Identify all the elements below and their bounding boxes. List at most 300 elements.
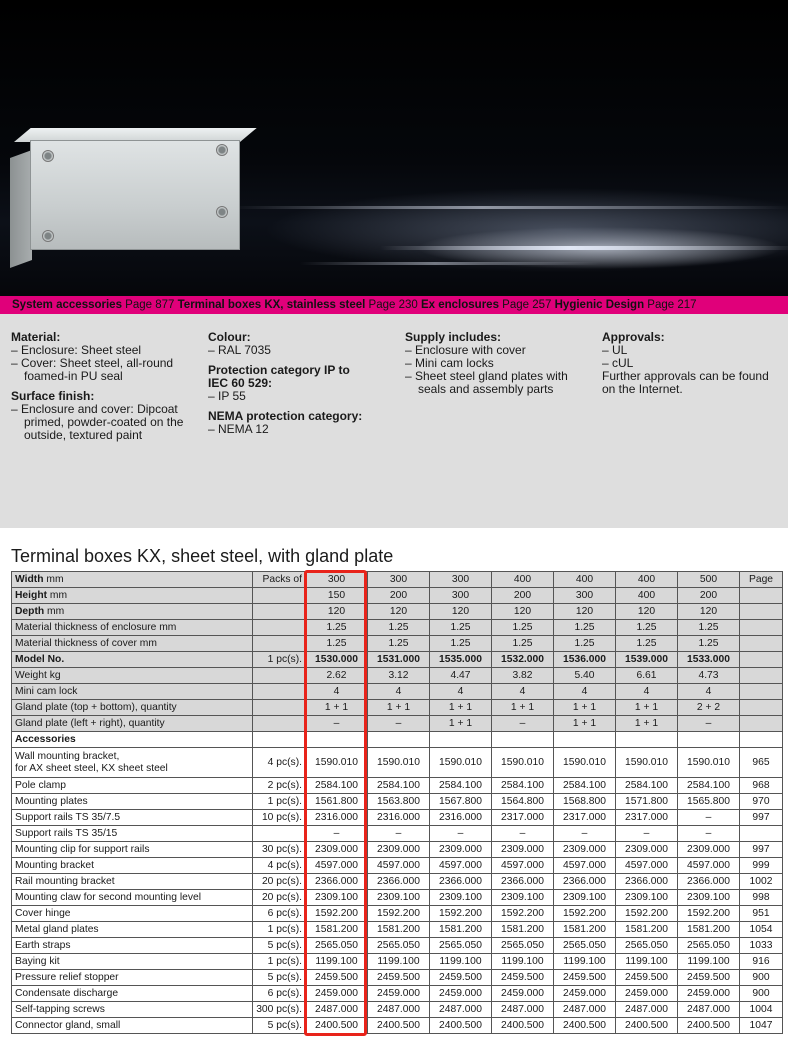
qty-cell: 4 pc(s). xyxy=(253,748,306,778)
value-cell: 4 xyxy=(616,684,678,700)
empty-cell xyxy=(253,732,306,748)
value-cell: 1.25 xyxy=(678,636,740,652)
qty-cell: 300 pc(s). xyxy=(253,1002,306,1018)
value-cell: 120 xyxy=(430,604,492,620)
empty-cell xyxy=(554,732,616,748)
part-number-cell: 2317.000 xyxy=(616,810,678,826)
empty-cell xyxy=(306,732,368,748)
spec-heading: Material: xyxy=(11,330,61,344)
row-label: Wall mounting bracket, xyxy=(15,750,120,762)
value-cell: 2 + 2 xyxy=(678,700,740,716)
table-row xyxy=(12,938,783,954)
spec-heading: Supply includes: xyxy=(405,330,502,344)
value-cell: 1 + 1 xyxy=(554,716,616,732)
part-number-cell: 2584.100 xyxy=(492,778,554,794)
spec-heading: Approvals: xyxy=(602,330,665,344)
part-number-cell: 2487.000 xyxy=(368,1002,430,1018)
part-number-cell: 2459.000 xyxy=(492,986,554,1002)
part-number-cell: 2487.000 xyxy=(554,1002,616,1018)
part-number-cell: 1199.100 xyxy=(430,954,492,970)
part-number-cell: 1590.010 xyxy=(368,748,430,778)
table-row xyxy=(12,970,783,986)
qty-cell xyxy=(253,620,306,636)
spec-heading: Protection category IP to IEC 60 529: xyxy=(208,363,350,390)
spec-line: Further approvals can be found on the Internet. xyxy=(602,369,769,396)
page-cell: Page xyxy=(740,572,783,588)
light-streak xyxy=(230,206,788,209)
value-cell: – xyxy=(678,716,740,732)
screw-icon xyxy=(216,206,228,218)
row-label-cell xyxy=(12,636,253,652)
row-label: Connector gland, small xyxy=(15,1019,121,1031)
part-number-cell: 1592.200 xyxy=(554,906,616,922)
table-row xyxy=(12,684,783,700)
part-number-cell: 1199.100 xyxy=(492,954,554,970)
value-cell: 4 xyxy=(368,684,430,700)
value-cell: 200 xyxy=(492,588,554,604)
part-number-cell: 2366.000 xyxy=(554,874,616,890)
part-number-cell: 2309.100 xyxy=(678,890,740,906)
part-number-cell: 1592.200 xyxy=(430,906,492,922)
empty-cell xyxy=(616,732,678,748)
part-number-cell: 1199.100 xyxy=(554,954,616,970)
row-label: Mounting clip for support rails xyxy=(15,843,150,855)
spec-line: – Sheet steel gland plates with seals and assembly parts xyxy=(405,369,568,396)
page-cell: 999 xyxy=(740,858,783,874)
qty-cell: 5 pc(s). xyxy=(253,938,306,954)
row-label-cell xyxy=(12,794,253,810)
row-label-cell xyxy=(12,810,253,826)
qty-cell: 6 pc(s). xyxy=(253,986,306,1002)
row-label: Gland plate (left + right), quantity xyxy=(15,717,165,729)
part-number-cell: 2400.500 xyxy=(554,1018,616,1034)
part-number-cell: – xyxy=(306,826,368,842)
row-unit: mm xyxy=(44,605,65,617)
part-number-cell: 1592.200 xyxy=(368,906,430,922)
part-number-cell: 2366.000 xyxy=(368,874,430,890)
value-cell: – xyxy=(306,716,368,732)
page-cell: 997 xyxy=(740,842,783,858)
system-link-label[interactable]: Ex enclosures xyxy=(420,299,499,311)
qty-cell xyxy=(253,684,306,700)
spec-line: – NEMA 12 xyxy=(208,422,269,436)
part-number-cell: 2487.000 xyxy=(492,1002,554,1018)
system-link-label[interactable]: Hygienic Design xyxy=(554,299,645,311)
value-cell: 1 + 1 xyxy=(492,700,554,716)
value-cell: 1.25 xyxy=(616,636,678,652)
part-number-cell: 1581.200 xyxy=(492,922,554,938)
qty-cell: 5 pc(s). xyxy=(253,1018,306,1034)
part-number-cell: 2400.500 xyxy=(492,1018,554,1034)
part-number-cell: 4597.000 xyxy=(554,858,616,874)
qty-cell: 6 pc(s). xyxy=(253,906,306,922)
row-label: Depth xyxy=(15,605,45,617)
value-cell: 500 xyxy=(678,572,740,588)
value-cell: 1 + 1 xyxy=(554,700,616,716)
page-cell xyxy=(740,716,783,732)
value-cell: 4.73 xyxy=(678,668,740,684)
model-number: 1532.000 xyxy=(501,653,544,665)
part-number-cell: 1581.200 xyxy=(554,922,616,938)
value-cell: 400 xyxy=(554,572,616,588)
part-number-cell: 1199.100 xyxy=(306,954,368,970)
model-number: 1539.000 xyxy=(625,653,668,665)
part-number-cell: 1199.100 xyxy=(678,954,740,970)
part-number-cell: 1567.800 xyxy=(430,794,492,810)
part-number-cell: 2584.100 xyxy=(678,778,740,794)
model-number: 1530.000 xyxy=(315,653,358,665)
table-row xyxy=(12,652,783,668)
value-cell xyxy=(368,652,430,668)
part-number-cell: 2309.000 xyxy=(430,842,492,858)
value-cell: 300 xyxy=(430,572,492,588)
part-number-cell: 2459.500 xyxy=(678,970,740,986)
page-cell xyxy=(740,604,783,620)
part-number-cell: 2565.050 xyxy=(616,938,678,954)
value-cell: 120 xyxy=(306,604,368,620)
table-row xyxy=(12,716,783,732)
light-streak xyxy=(300,262,600,265)
part-number-cell: 2400.500 xyxy=(616,1018,678,1034)
page-cell: 900 xyxy=(740,986,783,1002)
part-number-cell: 1581.200 xyxy=(430,922,492,938)
table-title: Terminal boxes KX, sheet steel, with gland plate xyxy=(11,546,394,566)
part-number-cell: 2309.100 xyxy=(306,890,368,906)
page-cell: 951 xyxy=(740,906,783,922)
value-cell: 1 + 1 xyxy=(430,700,492,716)
row-label: Mounting claw for second mounting level xyxy=(15,891,202,903)
enclosure-front xyxy=(30,140,240,250)
empty-cell xyxy=(492,732,554,748)
system-link-page: Page 217 xyxy=(647,299,697,311)
qty-cell xyxy=(253,716,306,732)
part-number-cell: 2316.000 xyxy=(306,810,368,826)
part-number-cell: 1571.800 xyxy=(616,794,678,810)
part-number-cell: 2459.500 xyxy=(616,970,678,986)
system-link-page: Page 877 xyxy=(125,299,175,311)
part-number-cell: 2309.000 xyxy=(492,842,554,858)
spec-line: – Enclosure: Sheet steel xyxy=(11,343,142,357)
qty-cell: 1 pc(s). xyxy=(253,652,306,668)
page-cell: 1004 xyxy=(740,1002,783,1018)
part-number-cell: 2584.100 xyxy=(554,778,616,794)
value-cell: 3.12 xyxy=(368,668,430,684)
row-label: Model No. xyxy=(15,653,65,665)
value-cell xyxy=(306,652,368,668)
spec-heading: Surface finish: xyxy=(11,389,95,403)
screw-icon xyxy=(42,150,54,162)
part-number-cell: – xyxy=(678,826,740,842)
value-cell: 1 + 1 xyxy=(616,716,678,732)
table-row xyxy=(12,778,783,794)
part-number-cell: 2459.500 xyxy=(430,970,492,986)
table-row xyxy=(12,1018,783,1034)
part-number-cell: 1590.010 xyxy=(306,748,368,778)
value-cell: 1.25 xyxy=(616,620,678,636)
part-number-cell: 1581.200 xyxy=(616,922,678,938)
table-row xyxy=(12,1002,783,1018)
part-number-cell: 2309.000 xyxy=(678,842,740,858)
value-cell: 3.82 xyxy=(492,668,554,684)
row-label: Cover hinge xyxy=(15,907,71,919)
spec-line: – IP 55 xyxy=(208,389,246,403)
accessories-label-cell xyxy=(12,732,253,748)
spec-column-approvals xyxy=(602,331,782,396)
row-unit: mm xyxy=(43,573,64,585)
system-accessories-bar xyxy=(0,296,788,314)
value-cell: 150 xyxy=(306,588,368,604)
value-cell: – xyxy=(368,716,430,732)
part-number-cell: 2565.050 xyxy=(492,938,554,954)
part-number-cell: 2565.050 xyxy=(368,938,430,954)
value-cell: 200 xyxy=(368,588,430,604)
qty-cell xyxy=(253,604,306,620)
system-link-label[interactable]: Terminal boxes KX, stainless steel xyxy=(177,299,366,311)
qty-cell xyxy=(253,636,306,652)
value-cell: 400 xyxy=(616,572,678,588)
part-number-cell: 1581.200 xyxy=(678,922,740,938)
part-number-cell: 1199.100 xyxy=(616,954,678,970)
row-label-cell xyxy=(12,604,253,620)
value-cell: 4 xyxy=(430,684,492,700)
page-cell: 1002 xyxy=(740,874,783,890)
part-number-cell: 1561.800 xyxy=(306,794,368,810)
row-label-cell xyxy=(12,652,253,668)
value-cell: 6.61 xyxy=(616,668,678,684)
part-number-cell: 2316.000 xyxy=(430,810,492,826)
value-cell: 4 xyxy=(492,684,554,700)
table-row xyxy=(12,826,783,842)
part-number-cell: 2459.000 xyxy=(306,986,368,1002)
table-row xyxy=(12,620,783,636)
part-number-cell: 2459.500 xyxy=(306,970,368,986)
screw-icon xyxy=(42,230,54,242)
value-cell: 4 xyxy=(678,684,740,700)
qty-cell: 20 pc(s). xyxy=(253,890,306,906)
part-number-cell: 2459.500 xyxy=(554,970,616,986)
row-label-line2: for AX sheet steel, KX sheet steel xyxy=(15,762,168,774)
qty-cell xyxy=(253,826,306,842)
qty-cell: 30 pc(s). xyxy=(253,842,306,858)
part-number-cell: 4597.000 xyxy=(368,858,430,874)
part-number-cell: 2309.100 xyxy=(492,890,554,906)
value-cell: 1.25 xyxy=(306,636,368,652)
spec-heading: NEMA protection category: xyxy=(208,409,363,423)
spec-heading: Colour: xyxy=(208,330,251,344)
value-cell: 120 xyxy=(554,604,616,620)
part-number-cell: 2366.000 xyxy=(678,874,740,890)
row-label: Width xyxy=(15,573,44,585)
row-label: Condensate discharge xyxy=(15,987,119,999)
row-label-cell xyxy=(12,986,253,1002)
value-cell xyxy=(492,652,554,668)
page-cell: 970 xyxy=(740,794,783,810)
part-number-cell: 2309.000 xyxy=(306,842,368,858)
part-number-cell: 2316.000 xyxy=(368,810,430,826)
qty-cell: 1 pc(s). xyxy=(253,954,306,970)
spec-line: – RAL 7035 xyxy=(208,343,271,357)
table-row xyxy=(12,668,783,684)
part-number-cell: 2565.050 xyxy=(306,938,368,954)
value-cell: 4 xyxy=(554,684,616,700)
page-cell: 968 xyxy=(740,778,783,794)
table-row xyxy=(12,906,783,922)
product-hero-image xyxy=(0,0,788,296)
value-cell: 1.25 xyxy=(554,636,616,652)
spec-line: – Enclosure and cover: Dipcoat primed, powder-coated on the outside, textured paint xyxy=(11,402,184,442)
value-cell xyxy=(554,652,616,668)
spec-panel xyxy=(0,314,788,528)
row-label-cell xyxy=(12,1018,253,1034)
row-label: Material thickness of cover mm xyxy=(15,637,157,649)
value-cell: 1.25 xyxy=(492,636,554,652)
page-cell xyxy=(740,668,783,684)
qty-cell xyxy=(253,668,306,684)
part-number-cell: 2400.500 xyxy=(306,1018,368,1034)
part-number-cell: 1592.200 xyxy=(492,906,554,922)
part-number-cell: – xyxy=(678,810,740,826)
value-cell: 4 xyxy=(306,684,368,700)
part-number-cell: 1590.010 xyxy=(678,748,740,778)
qty-cell: 2 pc(s). xyxy=(253,778,306,794)
system-link-page: Page 257 xyxy=(502,299,552,311)
qty-cell xyxy=(253,700,306,716)
row-label-cell xyxy=(12,890,253,906)
part-number-cell: 1568.800 xyxy=(554,794,616,810)
part-number-cell: 2366.000 xyxy=(430,874,492,890)
part-number-cell: 2565.050 xyxy=(678,938,740,954)
part-number-cell: 4597.000 xyxy=(306,858,368,874)
part-number-cell: 2487.000 xyxy=(616,1002,678,1018)
table-row xyxy=(12,700,783,716)
part-number-cell: 2317.000 xyxy=(554,810,616,826)
qty-cell: 20 pc(s). xyxy=(253,874,306,890)
page-cell: 998 xyxy=(740,890,783,906)
row-label-cell xyxy=(12,826,253,842)
spec-line: – Enclosure with cover xyxy=(405,343,526,357)
system-link-page: Page 230 xyxy=(368,299,418,311)
row-label: Weight kg xyxy=(15,669,61,681)
row-label-cell xyxy=(12,572,253,588)
qty-cell: 5 pc(s). xyxy=(253,970,306,986)
part-number-cell: 2459.500 xyxy=(368,970,430,986)
row-label: Baying kit xyxy=(15,955,60,967)
table-row xyxy=(12,748,783,778)
empty-cell xyxy=(740,732,783,748)
row-label-cell xyxy=(12,1002,253,1018)
page-cell: 1033 xyxy=(740,938,783,954)
row-label: Rail mounting bracket xyxy=(15,875,115,887)
row-label-cell xyxy=(12,668,253,684)
value-cell: 1.25 xyxy=(678,620,740,636)
table-row xyxy=(12,636,783,652)
table-row xyxy=(12,604,783,620)
value-cell: 400 xyxy=(616,588,678,604)
page-cell xyxy=(740,652,783,668)
enclosure-side xyxy=(10,150,32,268)
row-label-cell xyxy=(12,874,253,890)
row-label-cell xyxy=(12,716,253,732)
qty-cell: 4 pc(s). xyxy=(253,858,306,874)
part-number-cell: 1563.800 xyxy=(368,794,430,810)
part-number-cell: 1565.800 xyxy=(678,794,740,810)
empty-cell xyxy=(678,732,740,748)
part-number-cell: 2309.100 xyxy=(368,890,430,906)
part-number-cell: 2459.000 xyxy=(678,986,740,1002)
row-label: Earth straps xyxy=(15,939,71,951)
system-link-label[interactable]: System accessories xyxy=(12,299,122,311)
part-number-cell: 1199.100 xyxy=(368,954,430,970)
page-cell xyxy=(740,620,783,636)
value-cell: 1.25 xyxy=(554,620,616,636)
value-cell: 1.25 xyxy=(492,620,554,636)
part-number-cell: 2487.000 xyxy=(430,1002,492,1018)
part-number-cell: 2487.000 xyxy=(678,1002,740,1018)
value-cell: 1.25 xyxy=(430,636,492,652)
part-number-cell: 2584.100 xyxy=(306,778,368,794)
part-number-cell: 2400.500 xyxy=(430,1018,492,1034)
row-label: Pressure relief stopper xyxy=(15,971,119,983)
qty-cell xyxy=(253,588,306,604)
value-cell: 120 xyxy=(616,604,678,620)
part-number-cell: 2400.500 xyxy=(368,1018,430,1034)
value-cell xyxy=(430,652,492,668)
part-number-cell: 4597.000 xyxy=(430,858,492,874)
part-number-cell: 2584.100 xyxy=(616,778,678,794)
screw-icon xyxy=(216,144,228,156)
model-number: 1535.000 xyxy=(439,653,482,665)
row-label: Support rails TS 35/15 xyxy=(15,827,118,839)
part-number-cell: 2459.500 xyxy=(492,970,554,986)
page-cell: 1054 xyxy=(740,922,783,938)
value-cell: 5.40 xyxy=(554,668,616,684)
part-number-cell: 2487.000 xyxy=(306,1002,368,1018)
part-number-cell: 4597.000 xyxy=(678,858,740,874)
qty-cell: 1 pc(s). xyxy=(253,922,306,938)
part-number-cell: 2366.000 xyxy=(306,874,368,890)
row-unit: mm xyxy=(47,589,68,601)
value-cell: 120 xyxy=(368,604,430,620)
part-number-cell: – xyxy=(554,826,616,842)
table-row xyxy=(12,922,783,938)
value-cell xyxy=(616,652,678,668)
part-number-cell: 1590.010 xyxy=(492,748,554,778)
page-cell xyxy=(740,636,783,652)
qty-cell: Packs of xyxy=(253,572,306,588)
qty-cell: 1 pc(s). xyxy=(253,794,306,810)
model-number: 1531.000 xyxy=(377,653,420,665)
model-number: 1533.000 xyxy=(687,653,730,665)
part-number-cell: 2309.000 xyxy=(368,842,430,858)
part-number-cell: – xyxy=(368,826,430,842)
part-number-cell: 2400.500 xyxy=(678,1018,740,1034)
page-cell xyxy=(740,826,783,842)
product-table xyxy=(11,571,783,1034)
value-cell: 200 xyxy=(678,588,740,604)
row-label-cell xyxy=(12,684,253,700)
table-row xyxy=(12,572,783,588)
table-row xyxy=(12,810,783,826)
row-label: Mini cam lock xyxy=(15,685,78,697)
value-cell xyxy=(678,652,740,668)
spec-line: – cUL xyxy=(602,356,634,370)
part-number-cell: 2459.000 xyxy=(368,986,430,1002)
row-label-cell xyxy=(12,858,253,874)
part-number-cell: 2309.100 xyxy=(616,890,678,906)
table-row xyxy=(12,874,783,890)
part-number-cell: 2584.100 xyxy=(430,778,492,794)
value-cell: 120 xyxy=(492,604,554,620)
